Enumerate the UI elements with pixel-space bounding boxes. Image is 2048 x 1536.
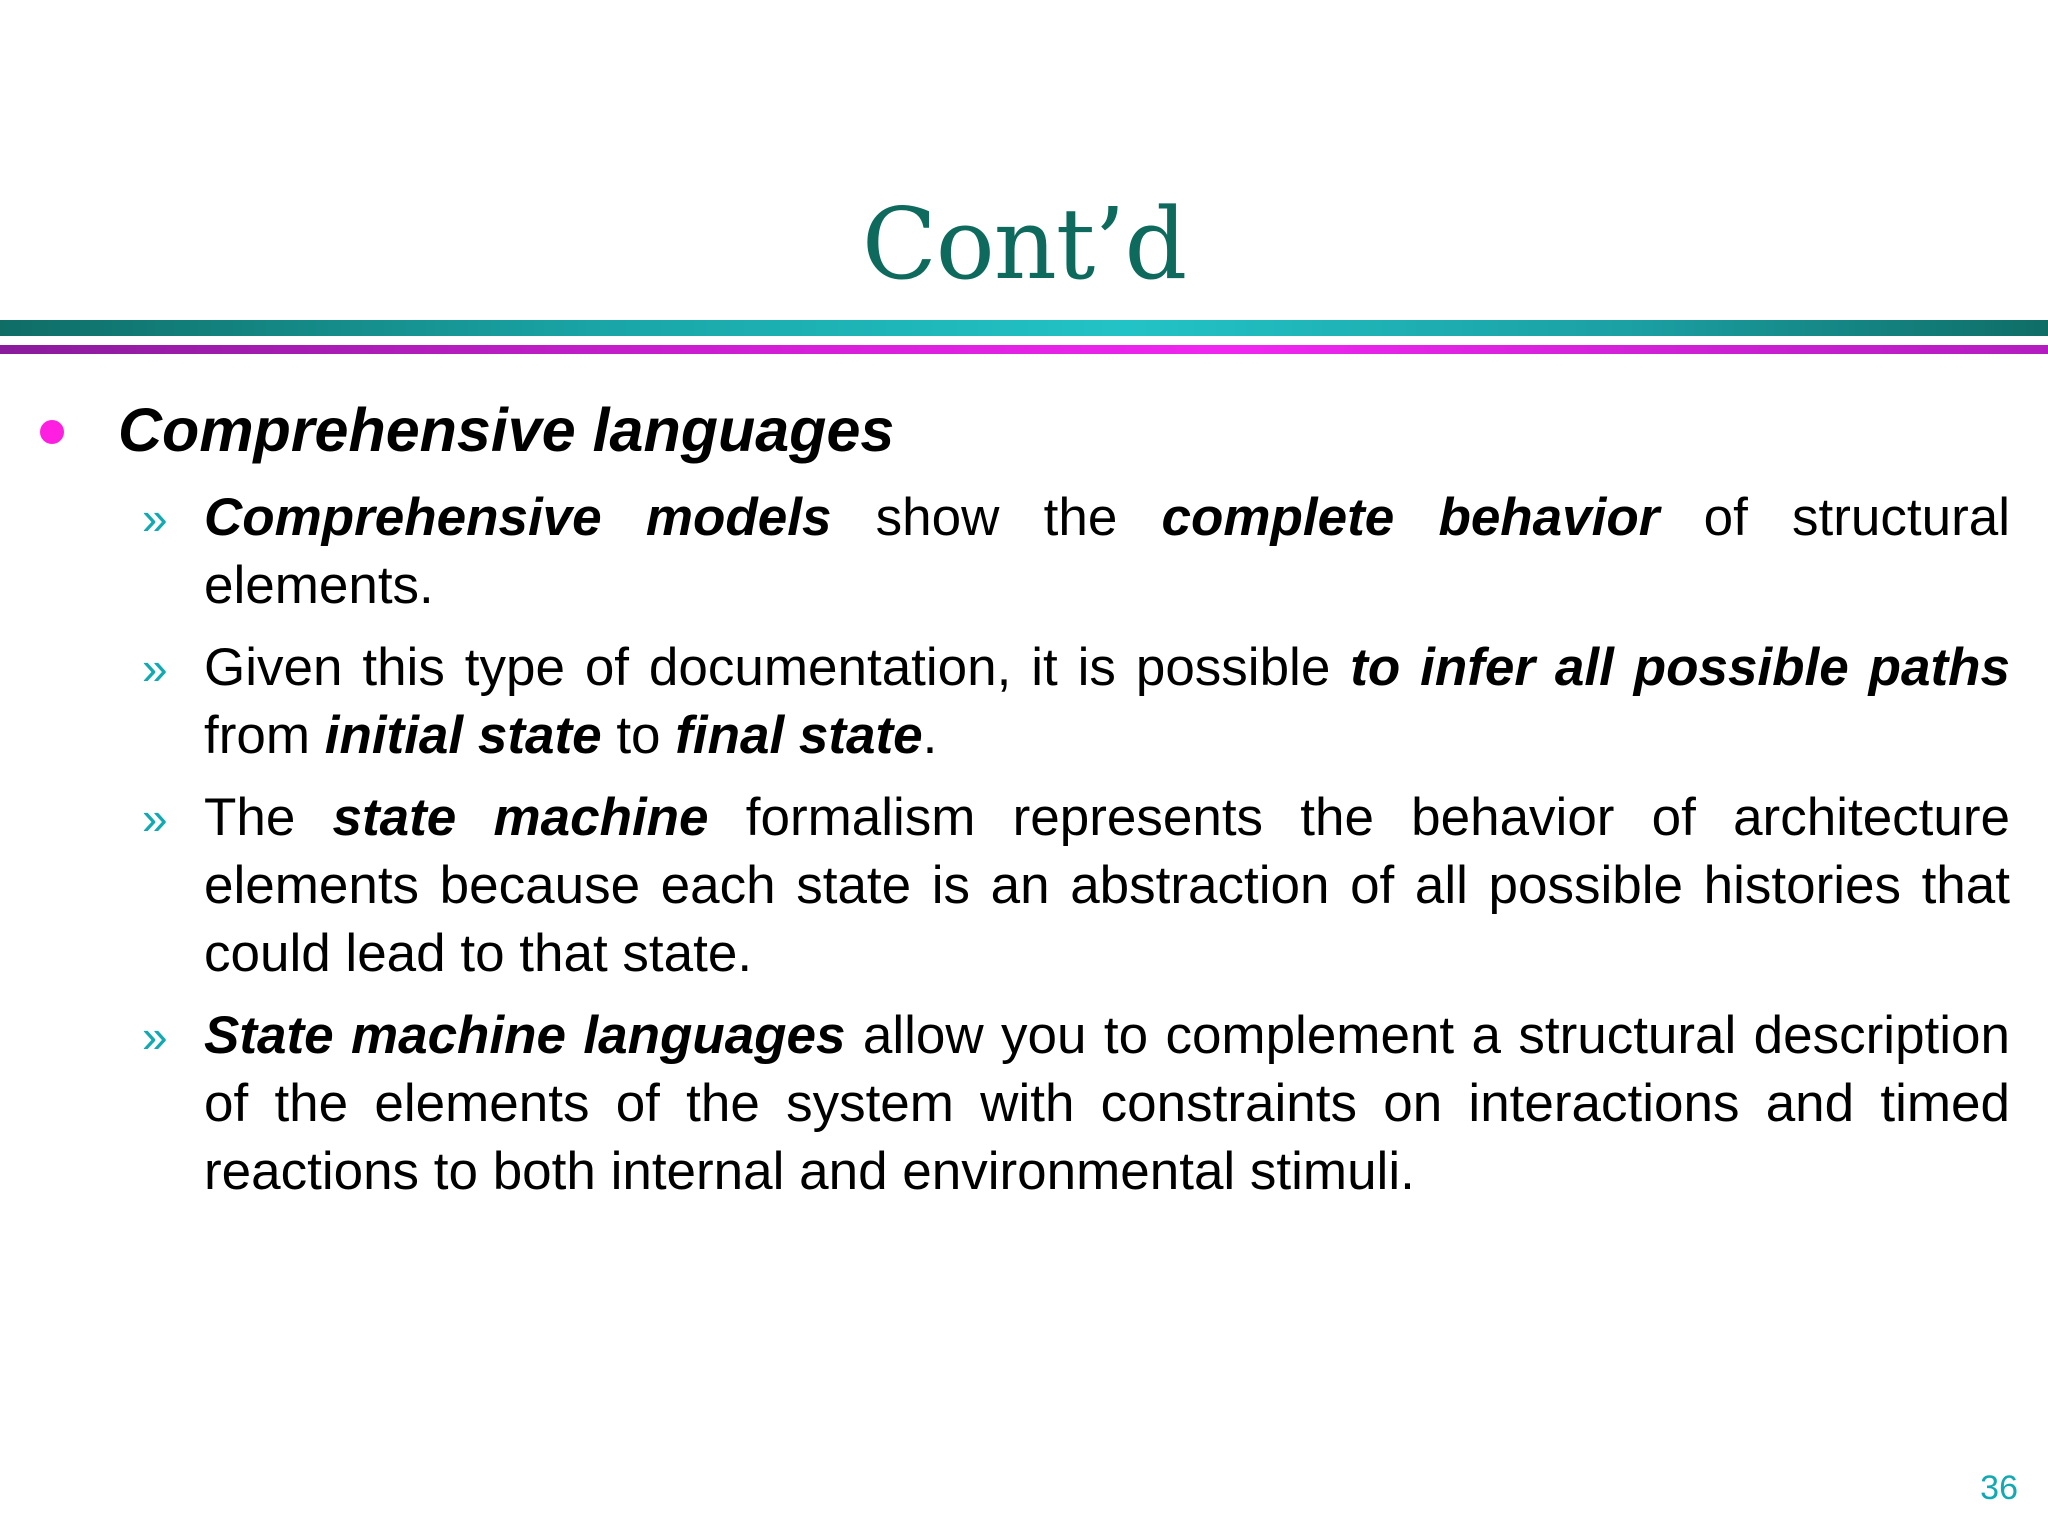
list-item-text	[204, 784, 2010, 988]
bullet-list	[0, 484, 2048, 1220]
list-item	[0, 784, 2048, 988]
list-item-text	[204, 484, 2010, 620]
text-segment: allow you to complement a structural description of the elements of the system with constraints on interactions and timed reactions to both internal and environmental stimuli.	[204, 1006, 2010, 1201]
text-segment-emphasis: complete behavior	[1161, 488, 1660, 547]
double-chevron-bullet-icon: »	[142, 1010, 168, 1062]
section-heading: Comprehensive languages	[118, 396, 895, 464]
list-item-text	[204, 634, 2010, 770]
text-segment-emphasis: to infer all possible paths	[1350, 638, 2010, 697]
double-chevron-bullet-icon: »	[142, 792, 168, 844]
page-number: 36	[1980, 1469, 2018, 1507]
text-segment-emphasis: initial state	[324, 706, 602, 765]
double-chevron-bullet-icon: »	[142, 642, 168, 694]
text-segment-emphasis: final state	[675, 706, 923, 765]
list-item-text	[204, 1002, 2010, 1206]
text-segment: to	[601, 706, 676, 765]
double-chevron-bullet-icon: »	[142, 492, 168, 544]
text-segment: from	[204, 706, 325, 765]
text-segment-emphasis: State machine languages	[204, 1006, 846, 1065]
text-segment-emphasis: Comprehensive models	[204, 488, 832, 547]
list-item	[0, 484, 2048, 620]
text-segment: Given this type of documentation, it is possible	[204, 638, 1351, 697]
text-segment: formalism represents the behavior of architecture elements because each state is an abstraction of all possible histories that could lead to that state.	[204, 788, 2010, 983]
magenta-divider	[0, 345, 2048, 354]
teal-divider	[0, 320, 2048, 336]
circle-bullet-icon	[40, 420, 64, 444]
text-segment-emphasis: state machine	[332, 788, 709, 847]
text-segment: .	[922, 706, 938, 765]
slide-title: Cont’d	[861, 188, 1187, 302]
list-item	[0, 634, 2048, 770]
text-segment: show the	[831, 488, 1162, 547]
text-segment: of structural elements.	[204, 488, 2011, 615]
list-item	[0, 1002, 2048, 1206]
text-segment: The	[204, 788, 333, 847]
